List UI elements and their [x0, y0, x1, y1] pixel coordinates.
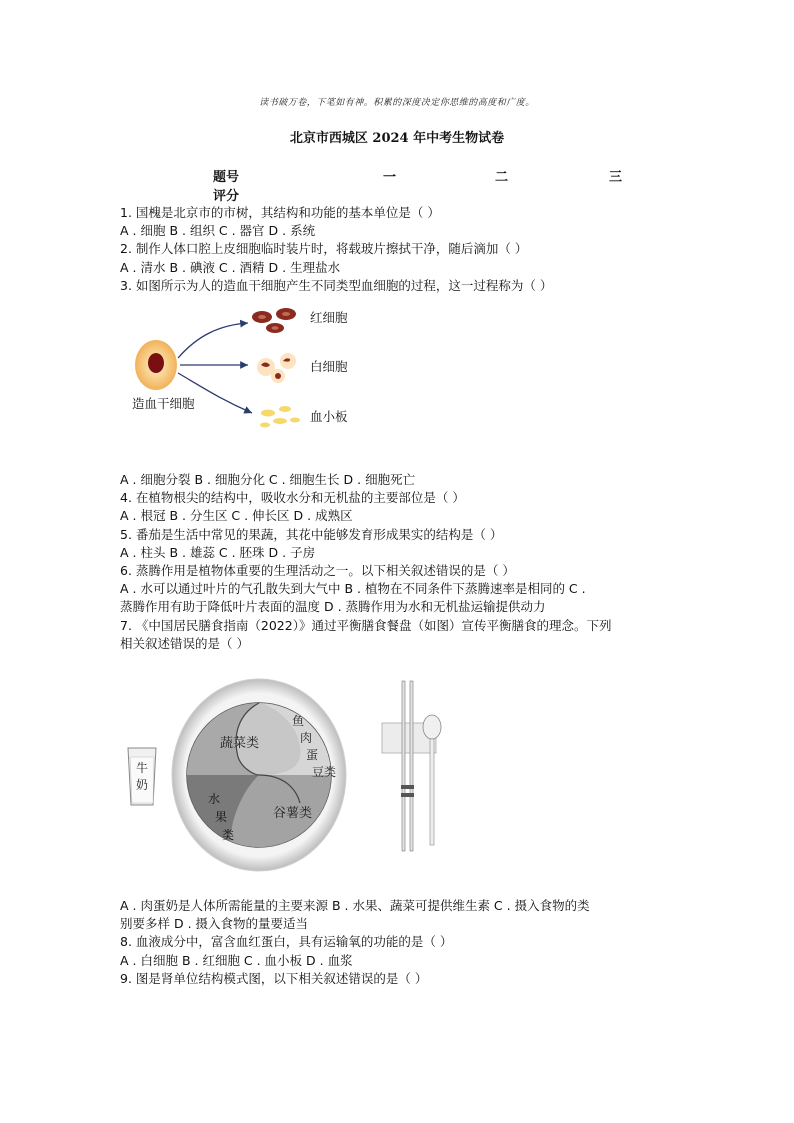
platelet-icon: [260, 406, 300, 428]
milk-glass-icon: [128, 748, 156, 805]
q4-options: A . 根冠 B . 分生区 C . 伸长区 D . 成熟区: [120, 508, 353, 524]
plate-icon: [172, 679, 346, 871]
q7-stem-line2: 相关叙述错误的是（ ）: [120, 635, 249, 651]
q2-stem: 2. 制作人体口腔上皮细胞临时装片时，将载玻片擦拭干净，随后滴加（ ）: [120, 241, 528, 257]
score-label-score: 评分: [213, 189, 240, 204]
label-fish-2: 肉: [300, 731, 313, 746]
q9-stem: 9. 图是肾单位结构模式图，以下相关叙述错误的是（ ）: [120, 970, 428, 986]
chopsticks-spoon-icon: [382, 681, 441, 851]
question-list: [120, 204, 680, 988]
label-milk-1: 牛: [136, 761, 149, 776]
q6-stem: 6. 蒸腾作用是植物体重要的生理活动之一。以下相关叙述错误的是（ ）: [120, 563, 515, 579]
blood-cell-diagram: [120, 295, 420, 471]
q6-options-line2: 蒸腾作用有助于降低叶片表面的温度 D . 蒸腾作用为水和无机盐运输提供动力: [120, 599, 546, 615]
diet-plate-diagram: [120, 653, 480, 897]
q8-options: A . 白细胞 B . 红细胞 C . 血小板 D . 血浆: [120, 952, 353, 968]
label-platelet: 血小板: [310, 409, 348, 425]
q3-stem: 3. 如图所示为人的造血干细胞产生不同类型血细胞的过程，这一过程称为（ ）: [120, 277, 553, 293]
red-blood-cell-icon: [252, 308, 296, 333]
q2-options: A . 清水 B . 碘液 C . 酒精 D . 生理盐水: [120, 259, 341, 275]
q6-options-line1: A . 水可以通过叶片的气孔散失到大气中 B . 植物在不同条件下蒸腾速率是相同的 C .: [120, 581, 586, 597]
score-label-question: 题号: [213, 170, 240, 185]
label-fish-4: 豆类: [312, 765, 337, 780]
q4-stem: 4. 在植物根尖的结构中，吸收水分和无机盐的主要部位是（ ）: [120, 490, 465, 506]
q7-options-line1: A . 肉蛋奶是人体所需能量的主要来源 B . 水果、蔬菜可提供维生素 C . 摄入食物的类: [120, 898, 590, 914]
label-fish-1: 鱼: [292, 714, 305, 729]
score-col-3: 三: [609, 170, 623, 185]
label-fruit-2: 果: [215, 810, 228, 825]
label-fruit-1: 水: [208, 792, 221, 807]
stem-cell-icon: [135, 340, 177, 390]
q5-options: A . 柱头 B . 雄蕊 C . 胚珠 D . 子房: [120, 544, 316, 560]
page-title: 北京市西城区 2024 年中考生物试卷: [289, 131, 505, 146]
motto: 读书破万卷，下笔如有神。积累的深度决定你思维的高度和广度。: [259, 98, 535, 108]
q3-options: A . 细胞分裂 B . 细胞分化 C . 细胞生长 D . 细胞死亡: [120, 472, 416, 488]
label-fruit-3: 类: [222, 828, 235, 843]
label-grains: 谷薯类: [273, 806, 313, 822]
blood-cell-figure: [120, 295, 680, 471]
label-milk-2: 奶: [136, 778, 149, 793]
q1-options: A . 细胞 B . 组织 C . 器官 D . 系统: [120, 223, 316, 239]
label-vegetables: 蔬菜类: [220, 736, 260, 752]
q8-stem: 8. 血液成分中，富含血红蛋白，具有运输氧的功能的是（ ）: [120, 934, 453, 950]
balanced-diet-plate-figure: [120, 653, 680, 897]
label-fish-3: 蛋: [306, 748, 319, 763]
q7-options-line2: 别要多样 D . 摄入食物的量要适当: [120, 916, 309, 932]
label-rbc: 红细胞: [310, 310, 348, 326]
white-blood-cell-icon: [257, 353, 296, 383]
q7-stem-line1: 7. 《中国居民膳食指南（2022）》通过平衡膳食餐盘（如图）宣传平衡膳食的理念。下列: [120, 617, 612, 633]
q5-stem: 5. 番茄是生活中常见的果蔬，其花中能够发育形成果实的结构是（ ）: [120, 526, 503, 542]
score-col-2: 二: [495, 170, 509, 185]
score-col-1: 一: [383, 170, 397, 185]
q1-stem: 1. 国槐是北京市的市树，其结构和功能的基本单位是（ ）: [120, 205, 440, 220]
label-stem-cell: 造血干细胞: [132, 396, 195, 412]
label-wbc: 白细胞: [310, 359, 348, 375]
